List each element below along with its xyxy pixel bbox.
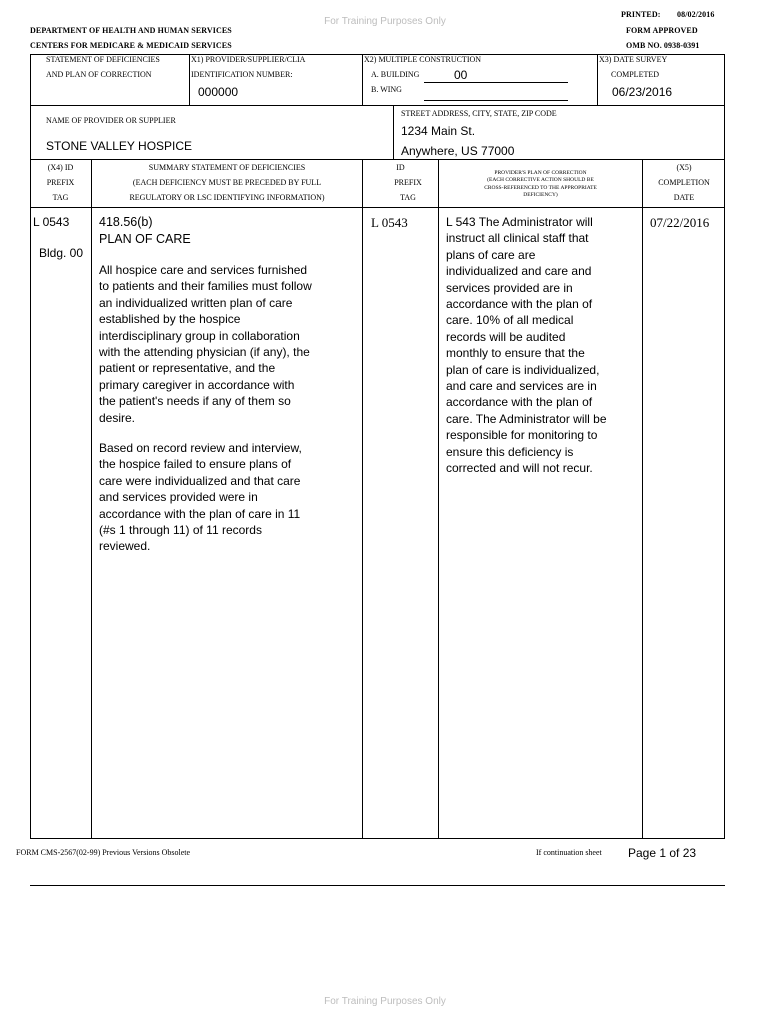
printed-label: PRINTED: [621,10,661,19]
omb-number: OMB NO. 0938-0391 [626,41,700,50]
completion-date: 07/22/2016 [650,215,710,230]
x4-header-1: (X4) ID [47,163,74,172]
address-line-1: 1234 Main St. [401,124,476,138]
x5-header-1: (X5) [676,163,692,172]
summary-header-1: SUMMARY STATEMENT OF DEFICIENCIES [148,163,306,172]
x3-label-2: COMPLETED [611,70,659,79]
statement-label-1: STATEMENT OF DEFICIENCIES [46,55,160,64]
x1-label-1: X1) PROVIDER/SUPPLIER/CLIA [191,55,306,64]
watermark-top: For Training Purposes Only [324,16,446,27]
x3-label-1: X3) DATE SURVEY [599,55,668,64]
summary-title: PLAN OF CARE [99,232,191,246]
plan-of-correction-text: L 543 The Administrator will instruct all clinical staff that plans of care are individualized and care and services provided are in accordance with the plan of care. 10% of all medical records will be audited monthly to ensure that the plan of care is individualized, and care and services are in accordance with the plan of care. The Administrator will be responsible for monitoring to ensure this deficiency is corrected and will not recur. [446,215,607,476]
summary-paragraph-2: Based on record review and interview, the hospice failed to ensure plans of care were individualized and that care and services provided were in accordance with the plan of care in 11 (#s 1 through 11) of 11 records reviewed. [99,441,302,554]
statement-label-2: AND PLAN OF CORRECTION [46,70,152,79]
printed-date: 08/02/2016 [677,10,715,19]
form-approved: FORM APPROVED [626,26,698,35]
summary-reference: 418.56(b) [99,215,153,229]
building-label: A. BUILDING [371,70,420,79]
department-name: DEPARTMENT OF HEALTH AND HUMAN SERVICES [30,26,232,35]
x4-header-2: PREFIX [46,178,75,187]
centers-name: CENTERS FOR MEDICARE & MEDICAID SERVICES [30,41,232,50]
provider-name-value: STONE VALLEY HOSPICE [46,139,193,153]
id-header-1: ID [396,163,405,172]
summary-header-2: (EACH DEFICIENCY MUST BE PRECEDED BY FULL [132,178,322,187]
survey-date-value: 06/23/2016 [612,85,673,99]
provider-name-label: NAME OF PROVIDER OR SUPPLIER [46,116,176,125]
summary-paragraph-1: All hospice care and services furnished to patients and their families must follow an individualized written plan of care established by the hospice interdisciplinary group in collaboration with the attending physician (if any), the patient or representative, and the primary caregiver in accordance with the patient's needs if any of them so desire. [99,263,312,425]
address-label: STREET ADDRESS, CITY, STATE, ZIP CODE [401,109,557,118]
plan-header-4: DEFICIENCY) [523,192,558,198]
id-header-3: TAG [400,193,416,202]
x2-label: X2) MULTIPLE CONSTRUCTION [364,55,482,64]
plan-id-tag: L 0543 [371,215,408,230]
building-value: 00 [454,68,468,82]
x5-header-3: DATE [673,193,695,202]
wing-label: B. WING [371,85,402,94]
x5-header-2: COMPLETION [658,178,710,187]
plan-header-3: CROSS-REFERENCED TO THE APPROPRIATE [484,185,597,191]
continuation-label: If continuation sheet [536,848,602,857]
plan-header-1: PROVIDER'S PLAN OF CORRECTION [494,170,587,176]
deficiency-tag: L 0543 [33,215,70,229]
summary-header-3: REGULATORY OR LSC IDENTIFYING INFORMATION) [129,193,325,202]
provider-id-value: 000000 [198,85,239,99]
building-tag: Bldg. 00 [39,246,84,260]
page-number: Page 1 of 23 [628,846,697,860]
footer-divider [30,885,725,886]
id-header-2: PREFIX [394,178,422,187]
form-identifier: FORM CMS-2567(02-99) Previous Versions Obsolete [16,848,191,857]
plan-header-2: (EACH CORRECTIVE ACTION SHOULD BE [487,177,594,183]
x4-header-3: TAG [52,193,69,202]
watermark-bottom: For Training Purposes Only [324,996,446,1007]
address-line-2: Anywhere, US 77000 [401,144,515,158]
x1-label-2: IDENTIFICATION NUMBER: [191,70,293,79]
